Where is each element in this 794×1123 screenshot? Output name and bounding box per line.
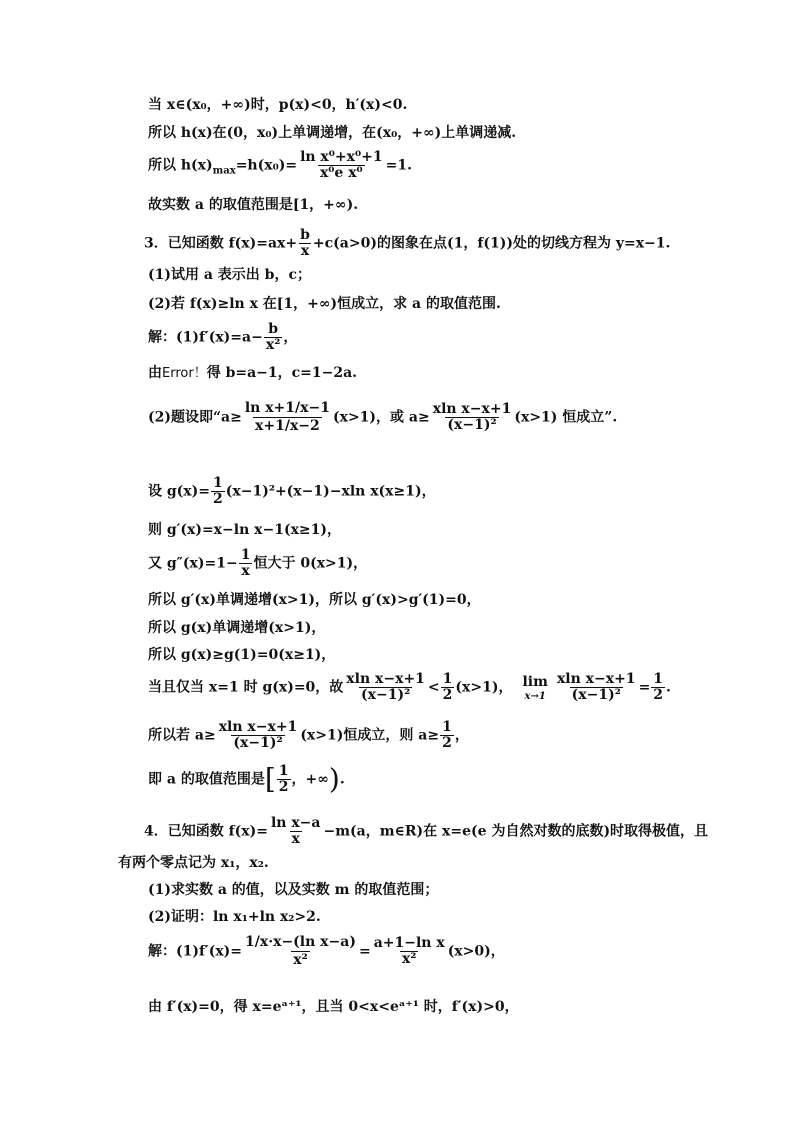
numerator: xln x−x+1 <box>432 401 512 417</box>
fraction <box>211 476 225 507</box>
text-segment: (x−1)²+(x−1)−xln x(x≥1)， <box>225 483 436 500</box>
numerator: 1 <box>240 547 251 563</box>
text-segment: (x>1)， <box>455 679 513 696</box>
text-segment: = <box>358 943 371 960</box>
denominator: 2 <box>442 735 452 751</box>
fraction <box>555 672 638 703</box>
numerator: ln x−a <box>270 815 321 831</box>
fraction <box>440 720 454 751</box>
text-segment: (2)题设即“a≥ <box>148 409 242 426</box>
fraction <box>298 228 312 259</box>
text-segment: 由 <box>148 365 162 381</box>
subscript: max <box>212 165 236 177</box>
text-line: 由 f′(x)=0，得 x=eᵃ⁺¹，且当 0<x<eᵃ⁺¹ 时，f′(x)>0， <box>148 999 519 1015</box>
numerator: 1 <box>653 671 664 687</box>
fraction <box>269 816 323 847</box>
right-paren: ) <box>328 762 340 796</box>
text-segment: 所以若 a≥ <box>148 727 216 744</box>
denominator: x² <box>293 952 308 968</box>
text-line: (1)试用 a 表示出 b，c； <box>148 267 311 283</box>
text-segment: 解：(1)f′(x)=a− <box>148 329 263 346</box>
fraction <box>243 934 358 969</box>
denominator: x² <box>401 951 417 967</box>
formula-line <box>148 548 367 579</box>
text-segment: . <box>666 679 671 696</box>
fraction <box>298 150 385 181</box>
numerator: 1/x·x−(ln x−a) <box>245 934 356 950</box>
denominator: 2 <box>653 687 664 703</box>
text-line: (1)求实数 a 的值，以及实数 m 的取值范围； <box>148 882 439 898</box>
text-segment: 所以 h(x) <box>148 157 213 174</box>
text-line: 所以 g(x)≥g(1)=0(x≥1)， <box>148 647 336 663</box>
denominator: x <box>291 831 300 847</box>
fraction <box>651 672 665 703</box>
text-segment: +c(a>0)的图象在点(1，f(1))处的切线方程为 y=x−1. <box>312 235 671 252</box>
numerator: ln x⁰+x⁰+1 <box>300 149 383 165</box>
text-segment: ，+∞ <box>291 771 329 788</box>
text-segment: (x>0)， <box>447 943 505 960</box>
denominator: x⁰e x⁰ <box>319 165 363 181</box>
fraction <box>431 402 514 433</box>
text-segment: (x>1)，或 a≥ <box>332 409 430 426</box>
text-line: 则 g′(x)=x−ln x−1(x≥1)， <box>148 522 342 538</box>
formula-line <box>148 672 671 703</box>
text-segment: ， <box>454 727 469 744</box>
text-segment: 又 g″(x)=1− <box>148 555 238 572</box>
fraction <box>344 672 427 703</box>
text-segment: −m(a，m∈R)在 x=e(e 为自然对数的底数)时取得极值，且 <box>323 823 709 840</box>
text-segment: 3．已知函数 f(x)=ax+ <box>144 235 298 252</box>
denominator: x² <box>265 337 281 353</box>
text-segment: 解：(1)f′(x)= <box>148 943 243 960</box>
numerator: xln x−x+1 <box>346 671 425 687</box>
question-4 <box>144 816 708 847</box>
denominator: (x−1)² <box>233 735 283 751</box>
text-segment: ， <box>283 329 298 346</box>
denominator: (x−1)² <box>447 417 497 433</box>
denominator: x <box>300 243 310 259</box>
limit-label: lim <box>522 674 548 690</box>
text-line: (2)证明：ln x₁+ln x₂>2. <box>148 909 321 925</box>
text-line: 所以 h(x)在(0，x₀)上单调递增，在(x₀，+∞)上单调递减. <box>148 125 517 141</box>
fraction <box>441 672 455 703</box>
fraction <box>243 400 332 435</box>
denominator: (x−1)² <box>361 687 411 703</box>
text-line: 所以 g′(x)单调递增(x>1)，所以 g′(x)>g′(1)=0， <box>148 592 481 608</box>
numerator: b <box>300 227 310 243</box>
text-segment: 得 b=a−1，c=1−2a. <box>206 365 358 381</box>
numerator: b <box>268 321 278 337</box>
question-3 <box>144 228 670 259</box>
text-segment: . <box>339 771 345 788</box>
formula-line <box>148 764 345 795</box>
formula-line <box>148 150 412 181</box>
denominator: x+1/x−2 <box>255 418 320 434</box>
numerator: xln x−x+1 <box>218 719 298 735</box>
text-segment: 4．已知函数 f(x)= <box>144 823 268 840</box>
text-segment: 当且仅当 x=1 时 g(x)=0，故 <box>148 679 344 696</box>
fraction <box>372 936 447 967</box>
text-line <box>148 364 357 383</box>
text-line: 故实数 a 的取值范围是[1，+∞). <box>148 197 359 213</box>
numerator: 1 <box>213 475 223 491</box>
formula-line <box>148 476 436 507</box>
text-segment: =h(x₀)= <box>235 157 298 174</box>
numerator: xln x−x+1 <box>556 671 636 687</box>
text-line: (2)若 f(x)≥ln x 在[1，+∞)恒成立，求 a 的取值范围. <box>148 296 501 312</box>
text-segment: 恒大于 0(x>1)， <box>253 555 368 572</box>
fraction <box>277 764 291 795</box>
text-segment: (x>1)恒成立，则 a≥ <box>300 727 440 744</box>
fraction <box>217 720 300 751</box>
numerator: ln x+1/x−1 <box>244 400 330 416</box>
text-segment: = <box>638 679 651 696</box>
text-segment: < <box>427 679 440 696</box>
numerator: 1 <box>442 719 452 735</box>
formula-line <box>148 322 297 353</box>
denominator: 2 <box>213 491 223 507</box>
denominator: (x−1)² <box>571 687 621 703</box>
denominator: x <box>241 563 250 579</box>
numerator: 1 <box>442 671 453 687</box>
error-text: Error！ <box>162 366 207 381</box>
numerator: 1 <box>278 763 289 779</box>
limit <box>522 673 547 702</box>
denominator: 2 <box>278 779 289 795</box>
text-segment: (x>1) 恒成立”. <box>514 409 618 426</box>
formula-line <box>148 720 469 751</box>
text-line: 有两个零点记为 x₁，x₂. <box>118 855 269 871</box>
denominator: 2 <box>442 687 453 703</box>
formula-line <box>148 934 505 969</box>
fraction <box>239 548 253 579</box>
left-bracket: [ <box>264 762 276 796</box>
formula-line <box>148 400 617 435</box>
text-segment: =1. <box>385 157 412 174</box>
fraction <box>264 322 282 353</box>
text-line: 所以 g(x)单调递增(x>1)， <box>148 620 326 636</box>
limit-subscript: x→1 <box>524 691 546 702</box>
numerator: a+1−ln x <box>373 935 445 951</box>
text-segment: 设 g(x)= <box>148 483 210 500</box>
text-line: 当 x∈(x₀，+∞)时，p(x)<0，h′(x)<0. <box>148 97 408 113</box>
text-segment: 即 a 的取值范围是 <box>148 771 265 788</box>
